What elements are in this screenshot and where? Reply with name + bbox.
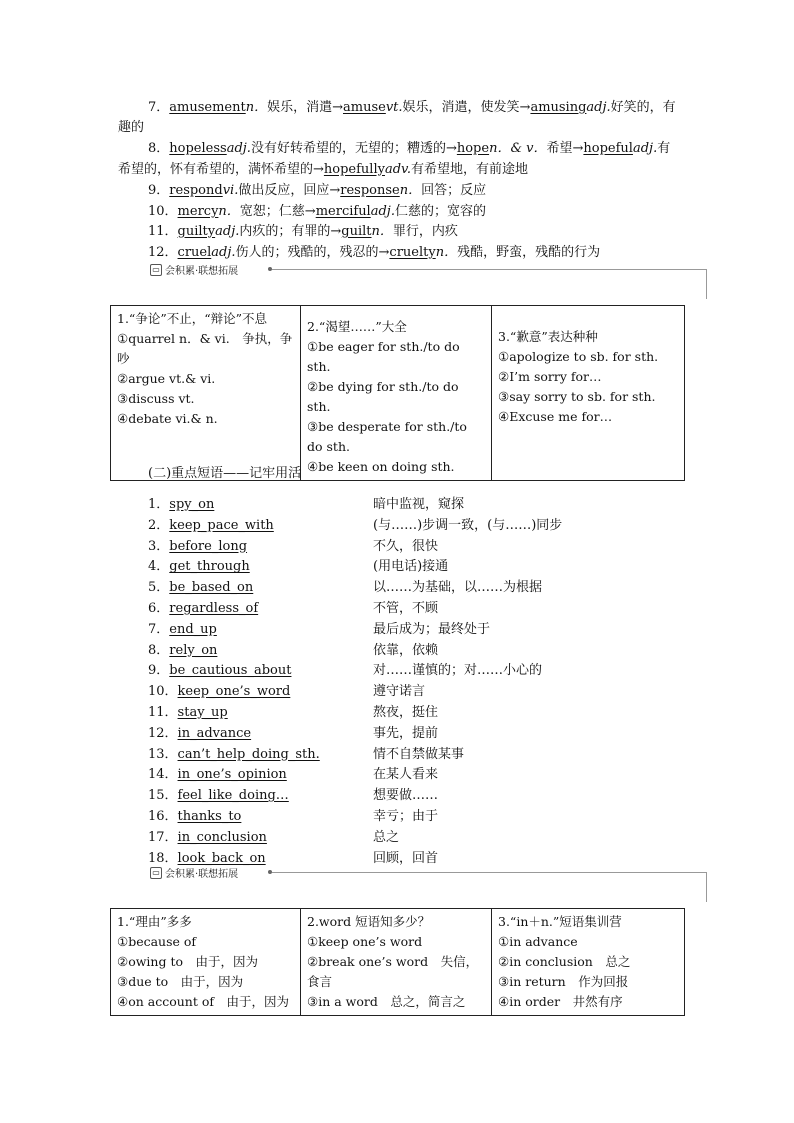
phrase-number: 17． — [148, 829, 178, 845]
phrase-item — [148, 517, 274, 535]
phrase-english: in_one’s_opinion — [177, 767, 287, 783]
extension-table-1 — [110, 305, 685, 481]
phrase-english: can’t_help_doing_sth. — [177, 746, 320, 762]
banner-label: 会积累·联想拓展 — [165, 266, 239, 277]
phrase-meaning: 遵守诺言 — [373, 684, 426, 700]
phrase-number: 4． — [148, 559, 170, 575]
table2-cell-3: 3.“in＋n.”短语集训营 ①in advance ②in conclusion 总之 ③in return 作为回报 ④in order 井然有序 — [492, 909, 685, 1016]
table1-cell-3: 3.“歉意”表达种种 ①apologize to sb. for sth. ②I’m sorry for… ③say sorry to sb. for sth. ④Excuse me for… — [492, 306, 685, 481]
phrase-meaning: 以……为基础，以……为根据 — [373, 580, 543, 596]
phrase-english: thanks_to — [177, 809, 242, 824]
book-icon: ▭ — [150, 264, 162, 276]
phrase-meaning: 对……谨慎的；对……小心的 — [373, 663, 543, 679]
vocab-item-7: 7．amusementn．娱乐，消遣→amusevt.娱乐，消遣，使发笑→amusingadj.好笑的，有 — [148, 100, 676, 115]
vocab-item-11: 11．guiltyadj.内疚的；有罪的→guiltn．罪行，内疚 — [148, 224, 458, 239]
phrase-english: keep_one’s_word — [177, 684, 291, 700]
phrase-item — [148, 704, 228, 722]
banner-label: 会积累·联想拓展 — [165, 869, 239, 880]
phrase-item — [148, 808, 241, 826]
phrase-number: 10． — [148, 684, 178, 700]
phrase-number: 3． — [148, 538, 170, 554]
phrase-english: be_based_on — [169, 580, 254, 596]
accumulate-banner — [150, 264, 710, 278]
phrase-item — [148, 766, 287, 784]
phrase-number: 9． — [148, 663, 170, 679]
phrase-number: 14． — [148, 767, 178, 783]
phrase-english: before_long — [169, 538, 248, 554]
section-title-phrases: (二)重点短语——记牢用活 — [148, 466, 302, 481]
phrase-english: look_back_on — [177, 850, 266, 866]
phrase-item — [148, 600, 258, 618]
phrase-meaning: 回顾，回首 — [373, 850, 439, 866]
phrase-number: 12． — [148, 725, 178, 741]
phrase-english: stay_up — [177, 705, 228, 720]
phrase-item — [148, 621, 217, 639]
phrase-english: regardless_of — [169, 601, 259, 616]
phrase-item — [148, 787, 289, 805]
phrase-number: 2． — [148, 517, 170, 533]
phrase-number: 16． — [148, 809, 178, 824]
phrase-item — [148, 746, 320, 764]
phrase-english: in_advance — [177, 725, 252, 741]
phrase-meaning: (与……)步调一致，(与……)同步 — [373, 517, 563, 533]
extension-table-2 — [110, 908, 685, 1016]
table2-cell-2: 2.word 短语知多少？ ①keep one’s word ②break one’s word 失信，食言 ③in a word 总之，简言之 — [301, 909, 492, 1016]
phrase-number: 6． — [148, 601, 170, 616]
phrase-english: end_up — [169, 621, 217, 637]
phrase-meaning: 熬夜，挺住 — [373, 705, 439, 720]
phrase-meaning: (用电话)接通 — [373, 559, 449, 575]
phrase-meaning: 情不自禁做某事 — [373, 746, 465, 762]
phrase-english: keep_pace_with — [169, 517, 274, 533]
phrase-english: in_conclusion — [177, 829, 267, 845]
phrase-number: 5． — [148, 580, 170, 596]
phrase-number: 13． — [148, 746, 178, 762]
phrase-meaning: 最后成为；最终处于 — [373, 621, 491, 637]
phrase-item — [148, 558, 250, 576]
vocab-item-8: 8．hopelessadj.没有好转希望的，无望的；糟透的→hopen．& v．希望→hopefuladj.有 — [148, 141, 671, 156]
phrase-item — [148, 683, 290, 701]
phrase-english: feel_like_doing… — [177, 788, 289, 804]
phrase-number: 8． — [148, 642, 170, 658]
phrase-meaning: 总之 — [373, 829, 400, 845]
phrase-number: 7． — [148, 621, 170, 637]
table2-cell-1: 1.“理由”多多 ①because of ②owing to 由于，因为 ③due to 由于，因为 ④on account of 由于，因为 — [111, 909, 301, 1016]
phrase-english: rely_on — [169, 642, 218, 658]
phrase-meaning: 想要做…… — [373, 788, 439, 804]
phrase-meaning: 幸亏；由于 — [373, 809, 439, 824]
phrase-english: be_cautious_about — [169, 663, 292, 679]
phrase-number: 15． — [148, 788, 178, 804]
accumulate-banner-2 — [150, 867, 710, 881]
table1-cell-2: 2.“渴望……”大全 ①be eager for sth./to do sth. ②be dying for sth./to do sth. ③be desperate for sth./to do sth. ④be keen on doing sth. — [301, 306, 492, 481]
phrase-item — [148, 662, 291, 680]
vocab-item-10: 10．mercyn．宽恕；仁慈→mercifuladj.仁慈的；宽容的 — [148, 204, 486, 219]
book-icon: ▭ — [150, 867, 162, 879]
phrase-item — [148, 829, 267, 847]
phrase-meaning: 不管，不顾 — [373, 601, 439, 616]
table1-cell-1: 1.“争论”不止，“辩论”不息 ①quarrel n．& vi. 争执，争吵 ②argue vt.& vi. ③discuss vt. ④debate vi.& n. — [111, 306, 301, 481]
phrase-english: spy_on — [169, 497, 215, 512]
phrase-item — [148, 642, 217, 660]
phrase-item — [148, 538, 247, 556]
vocab-item-9: 9．respondvi.做出反应，回应→responsen．回答；反应 — [148, 183, 487, 198]
phrase-item — [148, 725, 251, 743]
phrase-meaning: 暗中监视，窥探 — [373, 497, 465, 512]
phrase-meaning: 不久，很快 — [373, 538, 439, 554]
phrase-number: 18． — [148, 850, 178, 866]
phrase-english: get_through — [169, 559, 250, 575]
phrase-meaning: 在某人看来 — [373, 767, 439, 783]
phrase-item — [148, 496, 214, 514]
phrase-meaning: 依靠，依赖 — [373, 642, 439, 658]
vocab-item-8-cont: 希望的，怀有希望的，满怀希望的→hopefullyadv.有希望地，有前途地 — [118, 162, 528, 177]
phrase-meaning: 事先，提前 — [373, 725, 439, 741]
phrase-number: 11． — [148, 705, 178, 720]
vocab-item-12: 12．crueladj.伤人的；残酷的，残忍的→crueltyn．残酷，野蛮，残酷的行为 — [148, 245, 601, 260]
vocab-item-7-cont: 趣的 — [118, 120, 145, 135]
phrase-item — [148, 579, 253, 597]
phrase-number: 1． — [148, 497, 170, 512]
